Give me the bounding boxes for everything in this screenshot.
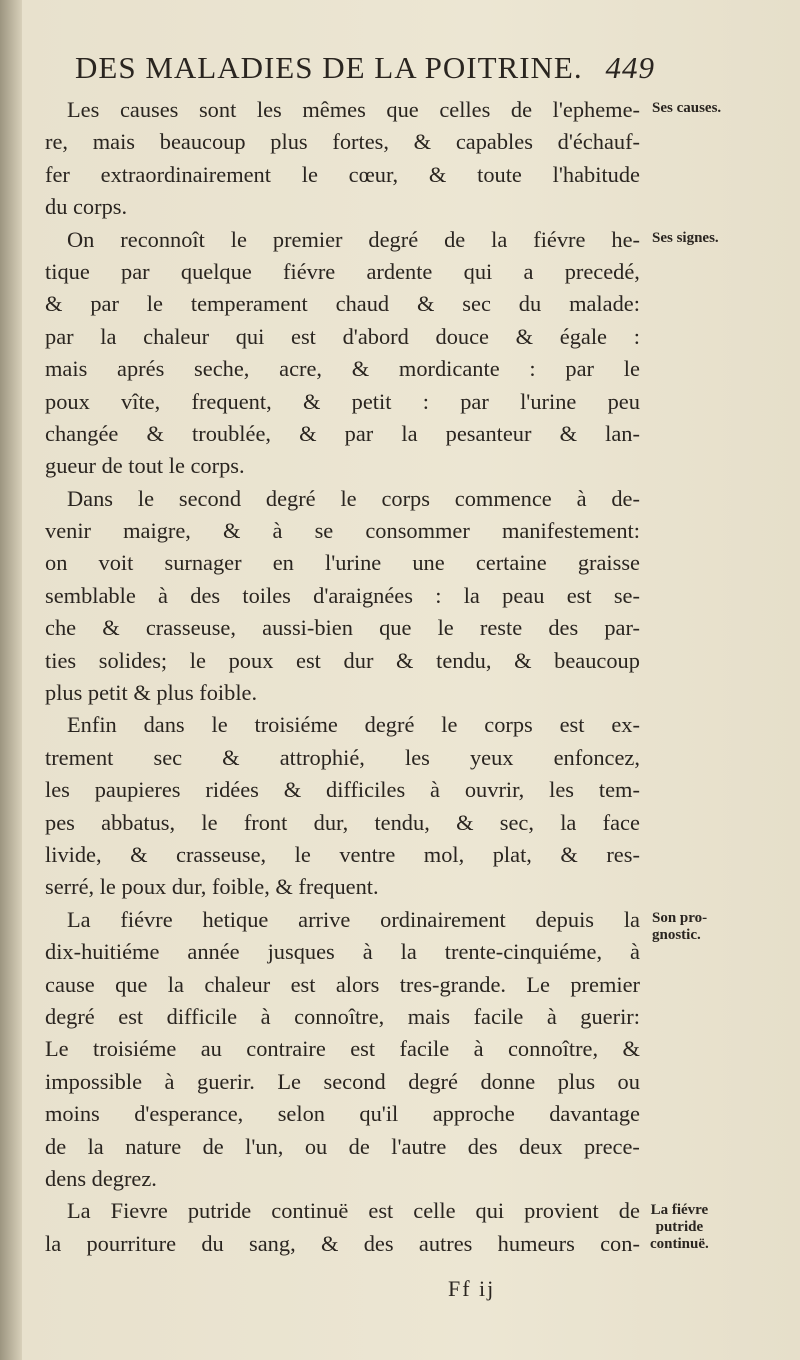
text-line: gueur de tout le corps. [45,453,245,479]
text-line: Le troisiéme au contraire est facile à connoître, & [45,1036,640,1062]
text-line: che & crasseuse, aussi-bien que le reste des par- [45,615,640,641]
text-line: on voit surnager en l'urine une certaine graisse [45,550,640,576]
text-line: de la nature de l'un, ou de l'autre des deux prece- [45,1133,640,1159]
text-line: pes abbatus, le front dur, tendu, & sec, la face [45,809,640,835]
text-line: serré, le poux dur, foible, & frequent. [45,874,379,900]
text-line: Les causes sont les mêmes que celles de l'epheme- [67,97,640,122]
margin-note: Ses signes. [652,229,719,246]
text-line: poux vîte, frequent, & petit : par l'urine peu [45,388,640,414]
text-line: par la chaleur qui est d'abord douce & égale : [45,323,640,349]
text-line: dix-huitiéme année jusques à la trente-cinquiéme, à [45,939,640,965]
margin-note: La fiévre putride continuë. [650,1201,709,1252]
running-title: DES MALADIES DE LA POITRINE. [75,50,583,85]
running-header [75,50,655,92]
page-number: 449 [605,50,655,85]
text-line: trement sec & attrophié, les yeux enfoncez, [45,744,640,770]
text-line: impossible à guerir. Le second degré donne plus ou [45,1068,640,1094]
text-line: tique par quelque fiévre ardente qui a precedé, [45,258,640,284]
body-text [45,94,640,1260]
text-line: cause que la chaleur est alors tres-grande. Le premier [45,971,640,997]
text-line: dens degrez. [45,1165,157,1191]
text-line: La Fievre putride continuë est celle qui provient de [67,1198,640,1224]
text-line: venir maigre, & à se consommer manifestement: [45,518,640,544]
text-line: & par le temperament chaud & sec du malade: [45,291,640,317]
margin-note: Son pro- gnostic. [652,910,708,943]
text-line: Dans le second degré le corps commence à de- [67,485,640,511]
text-line: plus petit & plus foible. [45,680,258,706]
gutter-shadow [0,0,22,1360]
text-line: les paupieres ridées & difficiles à ouvrir, les tem- [45,777,640,803]
text-line: Enfin dans le troisiéme degré le corps est ex- [67,712,640,738]
text-line: semblable à des toiles d'araignées : la peau est se- [45,582,640,608]
text-line: La fiévre hetique arrive ordinairement depuis la [67,906,640,932]
text-line: la pourriture du sang, & des autres humeurs con- [45,1230,640,1256]
text-line: re, mais beaucoup plus fortes, & capables d'échauf- [45,129,640,155]
text-line: moins d'esperance, selon qu'il approche davantage [45,1101,640,1127]
text-line: fer extraordinairement le cœur, & toute l'habitude [45,161,640,187]
signature-mark: Ff ij [448,1276,496,1301]
text-line: On reconnoît le premier degré de la fiévre he- [67,226,640,252]
text-line: degré est difficile à connoître, mais facile à guerir: [45,1003,640,1029]
margin-note: Ses causes. [652,100,722,116]
text-line: ties solides; le poux est dur & tendu, & beaucoup [45,647,640,673]
text-line: livide, & crasseuse, le ventre mol, plat, & res- [45,841,640,867]
text-line: changée & troublée, & par la pesanteur & lan- [45,420,640,446]
text-line: mais aprés seche, acre, & mordicante : par le [45,356,640,382]
text-line: du corps. [45,194,128,220]
